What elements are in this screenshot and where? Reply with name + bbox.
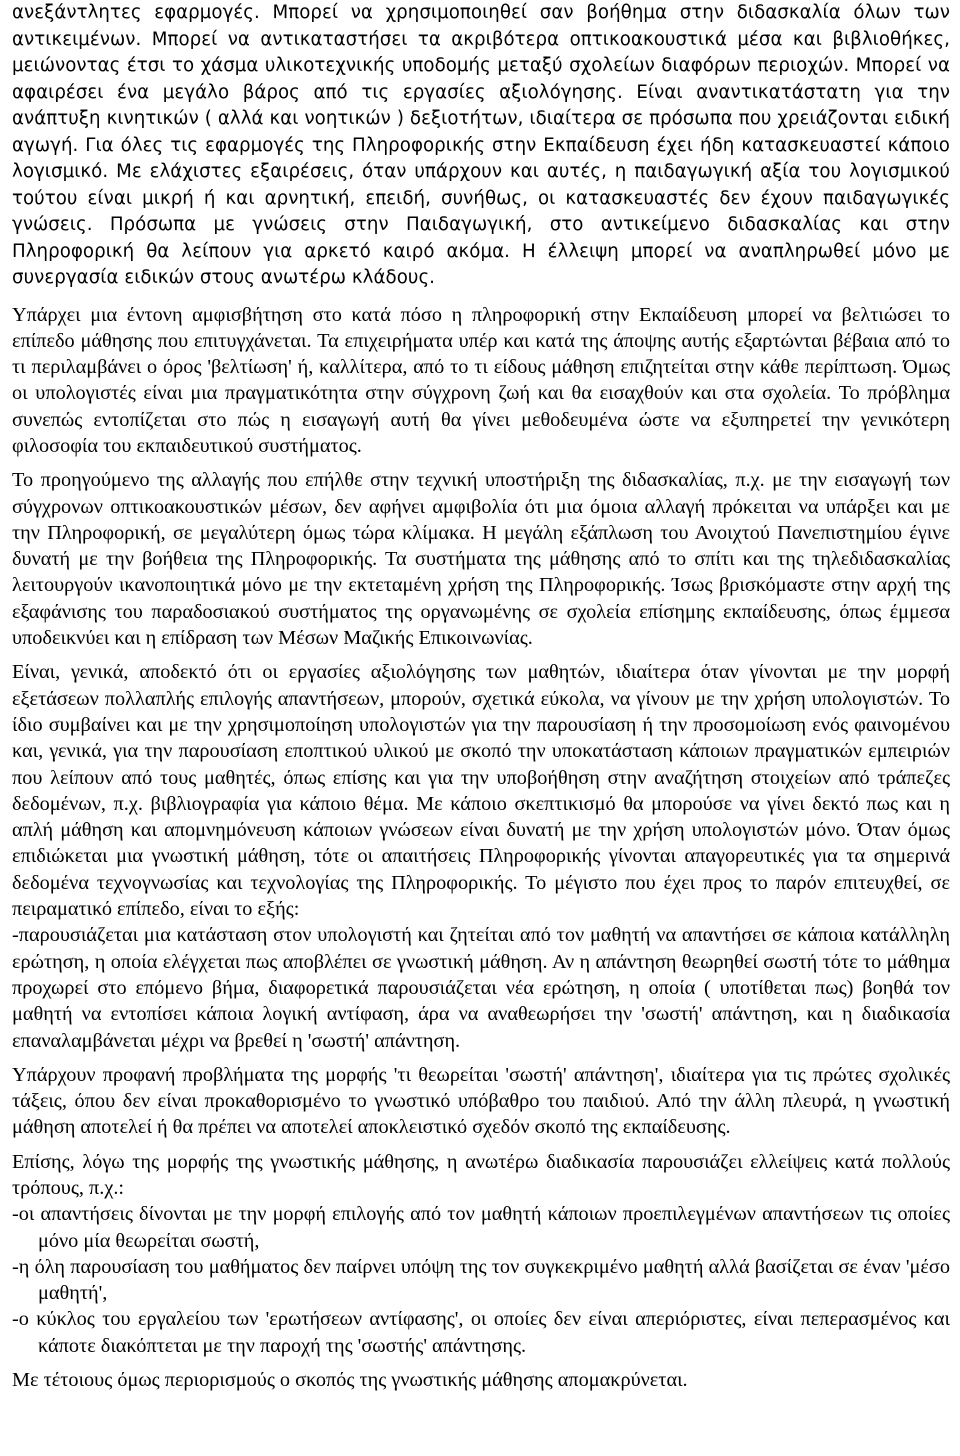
paragraph-assessment-dash: -παρουσιάζεται μια κατάσταση στον υπολογιστή και ζητείται από τον μαθητή να απαντήσει σε κάποια κατάλληλη ερώτηση, η οποία ελέγχεται πως αποβλέπει σε γνωστική μάθηση. Αν η απάντηση θεωρηθεί σωστή τότε το μάθημα προχωρεί στο επόμενο βήμα, διαφορετικά παρουσιάζεται νέα ερώτηση, η οποία ( υποτίθεται πως) βοηθά τον μαθητή να εντοπίσει κάποια λογική αντίφαση, άρα να αναθεωρήσει την 'σωστή' απάντηση, και η διαδικασία επαναλαμβάνεται μέχρι να βρεθεί η 'σωστή' απάντηση. <box>12 924 950 1052</box>
shortcomings-list <box>12 1201 950 1359</box>
closing-sentence: Με τέτοιους όμως περιορισμούς ο σκοπός της γνωστικής μάθησης απομακρύνεται. <box>12 1369 688 1392</box>
intro-sans-paragraph: ανεξάντλητες εφαρμογές. Μπορεί να χρησιμοποιηθεί σαν βοήθημα στην διδασκαλία όλων των αντικειμένων. Μπορεί να αντικαταστήσει τα ακριβότερα οπτικοακουστικά μέσα και βιβλιοθήκες, μειώνοντας έτσι το χάσμα υλικοτεχνικής υποδομής μεταξύ σχολείων διαφόρων περιοχών. Μπορεί να αφαιρέσει ένα μεγάλο βάρος από τις εργασίες αξιολόγησης. Είναι αναντικατάστατη για την ανάπτυξη κινητικών ( αλλά και νοητικών ) δεξιοτήτων, ιδιαίτερα σε πρόσωπα που χρειάζονται ειδική αγωγή. Για όλες τις εφαρμογές της Πληροφορικής στην Εκπαίδευση έχει ήδη κατασκευαστεί κάποιο λογισμικό. Με ελάχιστες εξαιρέσεις, όταν υπάρχουν και αυτές, η παιδαγωγική αξία του λογισμικού τούτου είναι μικρή ή και αρνητική, επειδή, συνήθως, οι κατασκευαστές δεν έχουν παιδαγωγικές γνώσεις. Πρόσωπα με γνώσεις στην Παιδαγωγική, στο αντικείμενο διδασκαλίας και στην Πληροφορική θα λείπουν για αρκετό καιρό ακόμα. Η έλλειψη μπορεί να αναπληρωθεί μόνο με συνεργασία ειδικών στους ανωτέρω κλάδους. <box>12 2 950 288</box>
list-item: -οι απαντήσεις δίνονται με την μορφή επιλογής από τον μαθητή κάποιων προεπιλεγμένων απαντήσεων τις οποίες μόνο μία θεωρείται σωστή, <box>12 1203 950 1252</box>
list-item: -ο κύκλος του εργαλείου των 'ερωτήσεων αντίφασης', οι οποίες δεν είναι απεριόριστες, είναι πεπερασμένος και κάποτε διακόπτεται με την παροχή της 'σωστής' απάντησης. <box>12 1308 950 1357</box>
paragraph-precedent: Το προηγούμενο της αλλαγής που επήλθε στην τεχνική υποστήριξη της διδασκαλίας, π.χ. με την εισαγωγή των σύγχρονων οπτικοακουστικών μέσων, δεν αφήνει αμφιβολία ότι μια όμοια αλλαγή πρόκειται να υπάρξει και με την Πληροφορική, σε μεγαλύτερη όμως τώρα κλίμακα. Η μεγάλη εξάπλωση του Ανοιχτού Πανεπιστημίου έγινε δυνατή με την βοήθεια της Πληροφορικής. Τα συστήματα της μάθησης από το σπίτι και της τηλεδιδασκαλίας λειτουργούν ικανοποιητικά μόνο με την εκτεταμένη χρήση της Πληροφορικής. Ίσως βρισκόμαστε στην αρχή της εξαφάνισης του παραδοσιακού συστήματος της οργανωμένης σε σχολεία επίσημης εκπαίδευσης, όπως έμμεσα υποδεικνύει και η επίδραση των Μέσων Μαζικής Επικοινωνίας. <box>12 469 950 650</box>
paragraph-doubts: Υπάρχει μια έντονη αμφισβήτηση στο κατά πόσο η πληροφορική στην Εκπαίδευση μπορεί να βελτιώσει το επίπεδο μάθησης που επιτυγχάνεται. Τα επιχειρήματα υπέρ και κατά της άποψης αυτής εξαρτώνται βέβαια από το τι περιλαμβάνει ο όρος 'βελτίωση' ή, καλλίτερα, από το τι είδους μάθηση επιζητείται στην κάθε περίπτωση. Όμως οι υπολογιστές είναι μια πραγματικότητα στην σύγχρονη ζωή και θα εισαχθούν και στα σχολεία. Το πρόβλημα συνεπώς εντοπίζεται στο πώς η εισαγωγή αυτή θα γίνει μεθοδευμένα ώστε να εξυπηρετεί την γενικότερη φιλοσοφία του εκπαιδευτικού συστήματος. <box>12 303 950 457</box>
paragraph-problems: Υπάρχουν προφανή προβλήματα της μορφής 'τι θεωρείται 'σωστή' απάντηση', ιδιαίτερα για τις πρώτες σχολικές τάξεις, όπου δεν είναι προκαθορισμένο το γνωστικό υπόβαθρο του παιδιού. Από την άλλη πλευρά, η γνωστική μάθηση αποτελεί ή θα πρέπει να αποτελεί αποκλειστικό σχεδόν σκοπό της εκπαίδευσης. <box>12 1063 950 1139</box>
paragraph-assessment: Είναι, γενικά, αποδεκτό ότι οι εργασίες αξιολόγησης των μαθητών, ιδιαίτερα όταν γίνονται με την μορφή εξετάσεων πολλαπλής επιλογής απαντήσεων, μπορούν, σχετικά εύκολα, να γίνουν με την χρήση υπολογιστών. Το ίδιο συμβαίνει και με την χρησιμοποίηση υπολογιστών για την παρουσίαση ή την προσομοίωση ενός φαινομένου και, γενικά, για την παρουσίαση εποπτικού υλικού με σκοπό την υποκατάσταση κάποιων πραγματικών εμπειριών που λείπουν από τους μαθητές, όπως επίσης και για την υποβοήθηση στην αναζήτηση στοιχείων από τράπεζες δεδομένων, π.χ. βιβλιογραφία για κάποιο θέμα. Με κάποιο σκεπτικισμό θα μπορούσε να γίνει δεκτό πως και η απλή μάθηση και απομνημόνευση κάποιων γνώσεων είναι δυνατή με την χρήση υπολογιστών μόνο. Όταν όμως επιδιώκεται μια γνωστική μάθηση, τότε οι απαιτήσεις Πληροφορικής γίνονται απαγορευτικές για τα σημερινά δεδομένα τεχνογνωσίας και τεχνολογίας της Πληροφορικής. Το μέγιστο που έχει προς το παρόν επιτευχθεί, σε πειραματικό επίπεδο, είναι το εξής: <box>12 661 950 921</box>
list-item: -η όλη παρουσίαση του μαθήματος δεν παίρνει υπόψη της τον συγκεκριμένο μαθητή αλλά βασίζεται σε έναν 'μέσο μαθητή', <box>12 1255 950 1305</box>
paragraph-shortcomings: Επίσης, λόγω της μορφής της γνωστικής μάθησης, η ανωτέρω διαδικασία παρουσιάζει ελλείψεις κατά πολλούς τρόπους, π.χ.: <box>12 1150 950 1199</box>
